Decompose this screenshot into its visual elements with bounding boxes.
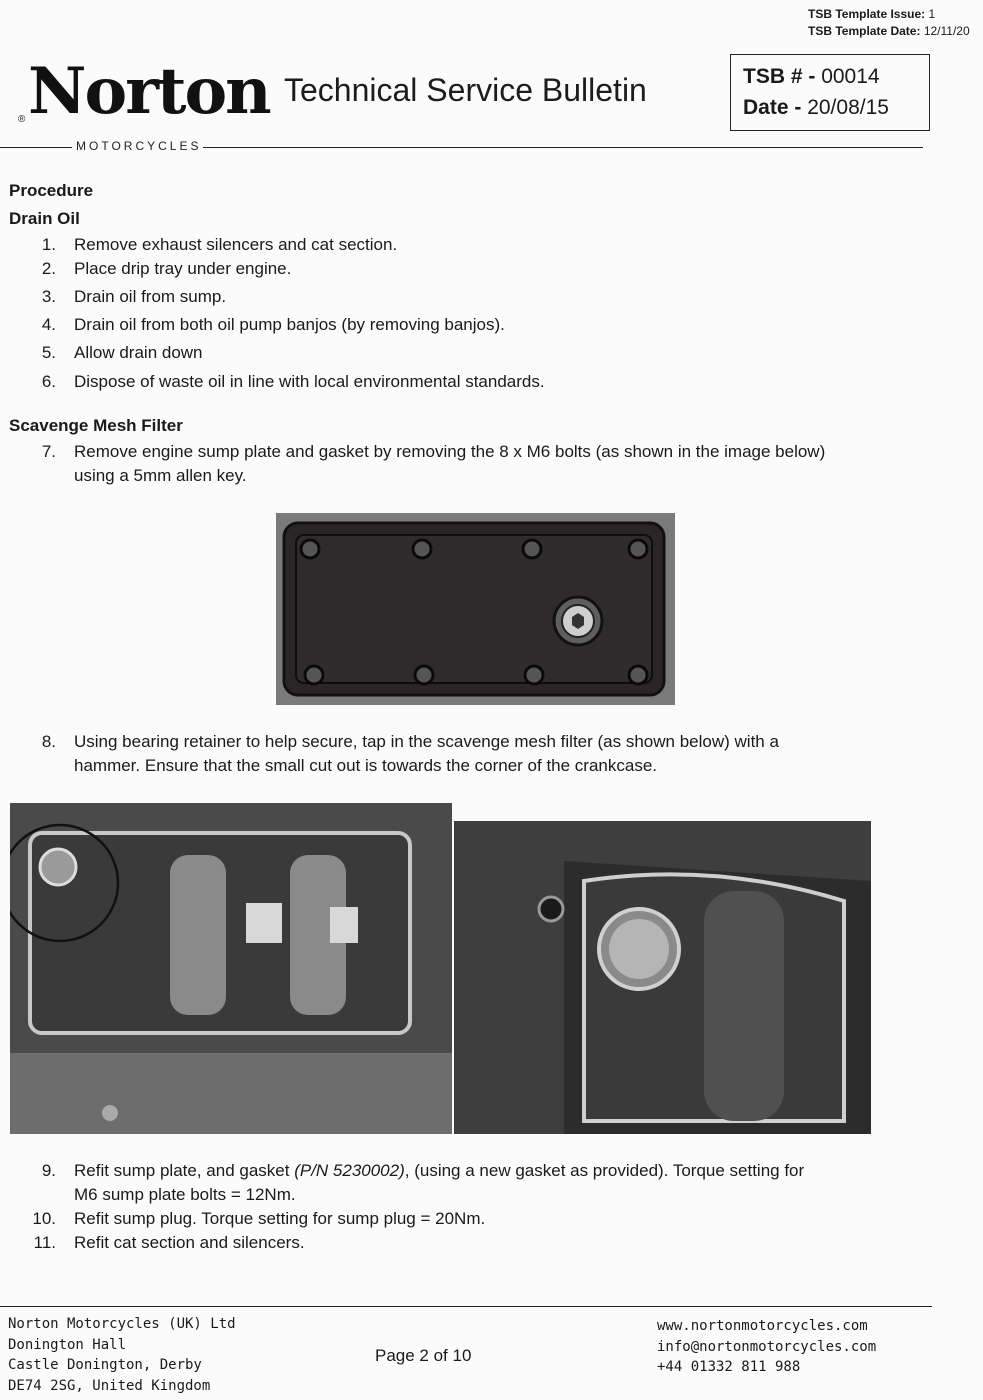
step-text-line: M6 sump plate bolts = 12Nm. bbox=[74, 1185, 296, 1204]
website-link[interactable]: www.nortonmotorcycles.com bbox=[657, 1318, 868, 1334]
address-line: Donington Hall bbox=[8, 1336, 127, 1353]
procedure-heading: Procedure bbox=[9, 181, 94, 200]
step-text: Drain oil from sump. bbox=[74, 287, 227, 306]
page-number: Page 2 of 10 bbox=[375, 1346, 472, 1365]
tsb-number-value: 00014 bbox=[821, 65, 880, 88]
sump-plate-illustration bbox=[276, 513, 675, 705]
company-name: Norton Motorcycles (UK) Ltd bbox=[8, 1316, 236, 1332]
address-line: Castle Donington, Derby bbox=[8, 1357, 202, 1373]
step-5 bbox=[0, 341, 983, 365]
address-line: DE74 2SG, United Kingdom bbox=[8, 1377, 211, 1394]
step-7 bbox=[0, 440, 983, 488]
header-rule-right bbox=[203, 147, 923, 148]
step-1 bbox=[0, 233, 983, 257]
step-text: Drain oil from both oil pump banjos (by removing banjos). bbox=[74, 315, 505, 334]
template-issue-label: TSB Template Issue: bbox=[808, 7, 926, 21]
step-6 bbox=[0, 370, 983, 394]
crankcase-photo bbox=[10, 803, 452, 1134]
step-text: Dispose of waste oil in line with local environmental standards. bbox=[74, 372, 545, 391]
scavenge-heading: Scavenge Mesh Filter bbox=[9, 416, 183, 435]
part-number: (P/N 5230002) bbox=[294, 1161, 405, 1180]
step-text: Refit cat section and silencers. bbox=[74, 1233, 305, 1252]
company-address bbox=[8, 1314, 236, 1396]
step-3 bbox=[0, 285, 983, 309]
step-text-line: Remove engine sump plate and gasket by removing the 8 x M6 bolts (as shown in the image below) bbox=[74, 442, 826, 461]
step-text: Allow drain down bbox=[74, 343, 203, 362]
step-8 bbox=[0, 730, 983, 778]
header-rule-left bbox=[0, 147, 72, 148]
step-number: 10. bbox=[32, 1209, 56, 1228]
step-10 bbox=[0, 1207, 983, 1231]
tsb-date-label: Date - bbox=[743, 96, 802, 119]
template-info bbox=[808, 6, 970, 40]
step-4 bbox=[0, 313, 983, 337]
sump-plate-photo bbox=[276, 513, 675, 705]
step-number: 7. bbox=[41, 442, 56, 461]
step-2 bbox=[0, 257, 983, 281]
template-date-value: 12/11/20 bbox=[923, 24, 970, 38]
step-number: 5. bbox=[41, 343, 56, 362]
step-number: 6. bbox=[41, 372, 56, 391]
step-text-part: , (using a new gasket as provided). Torque setting for bbox=[404, 1161, 805, 1180]
step-text bbox=[74, 1159, 894, 1207]
step-text: Refit sump plug. Torque setting for sump plug = 20Nm. bbox=[74, 1209, 486, 1228]
step-number: 8. bbox=[41, 732, 56, 751]
mesh-filter-illustration bbox=[454, 821, 871, 1134]
step-number: 9. bbox=[41, 1161, 56, 1180]
step-9 bbox=[0, 1159, 983, 1207]
step-text bbox=[74, 440, 894, 488]
contact-info bbox=[657, 1316, 876, 1378]
step-text: Remove exhaust silencers and cat section. bbox=[74, 235, 398, 254]
tsb-box bbox=[730, 54, 930, 131]
tsb-number-label: TSB # - bbox=[743, 65, 816, 88]
footer-rule bbox=[0, 1306, 932, 1307]
step-text-line: using a 5mm allen key. bbox=[74, 466, 247, 485]
step-text-line: hammer. Ensure that the small cut out is towards the corner of the crankcase. bbox=[74, 756, 657, 775]
template-date-label: TSB Template Date: bbox=[808, 24, 921, 38]
step-text bbox=[74, 730, 894, 778]
step-number: 4. bbox=[41, 315, 56, 334]
phone-number: +44 01332 811 988 bbox=[657, 1359, 801, 1375]
step-text-line: Using bearing retainer to help secure, tap in the scavenge mesh filter (as shown below) with a bbox=[74, 732, 779, 751]
logo-tagline: MOTORCYCLES bbox=[76, 139, 202, 153]
email-link[interactable]: info@nortonmotorcycles.com bbox=[657, 1338, 877, 1355]
step-11 bbox=[0, 1231, 983, 1255]
template-issue-value: 1 bbox=[928, 7, 936, 21]
mesh-filter-photo bbox=[454, 821, 871, 1134]
step-number: 3. bbox=[41, 287, 56, 306]
step-number: 11. bbox=[33, 1233, 56, 1252]
page-title: Technical Service Bulletin bbox=[284, 72, 647, 108]
drain-oil-heading: Drain Oil bbox=[9, 209, 80, 228]
step-number: 2. bbox=[41, 259, 56, 278]
step-text: Place drip tray under engine. bbox=[74, 259, 292, 278]
step-number: 1. bbox=[41, 235, 56, 254]
tsb-date-value: 20/08/15 bbox=[807, 96, 889, 119]
registered-mark: ® bbox=[18, 114, 26, 125]
norton-logo bbox=[18, 52, 270, 140]
step-text-part: Refit sump plate, and gasket bbox=[74, 1161, 295, 1180]
crankcase-illustration bbox=[10, 803, 452, 1134]
logo-wordmark: Norton bbox=[28, 54, 270, 129]
